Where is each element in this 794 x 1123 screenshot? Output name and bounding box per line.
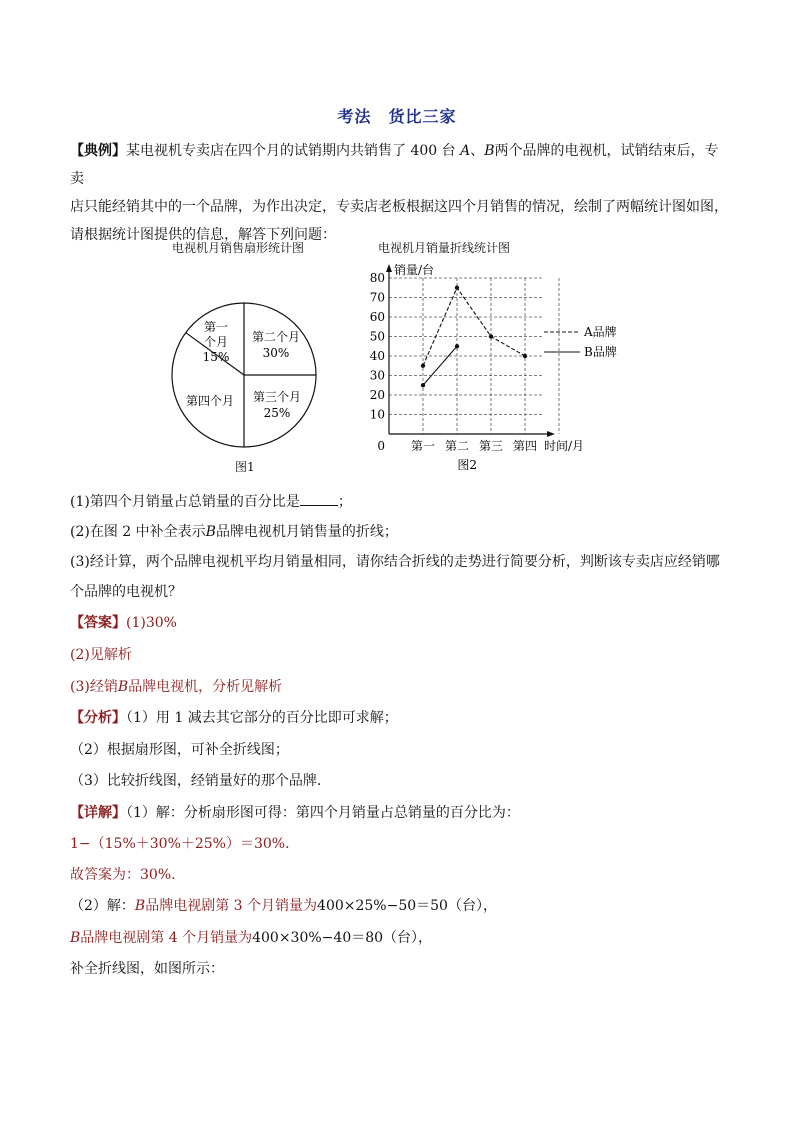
problem-line-2: 店只能经销其中的一个品牌，为作出决定，专卖店老板根据这四个月销售的情况，绘制了两幅统计图如图， (70, 199, 728, 215)
detail-line-6: 补全折线图，如图所示： (70, 961, 224, 977)
y-axis-arrow (386, 264, 392, 272)
pie-label-m2: 第二个月 (251, 330, 301, 344)
analysis-text-1: （1）用 1 减去其它部分的百分比即可求解； (126, 710, 398, 726)
question-3-line-1: (3)经计算，两个品牌电视机平均月销量相同，请你结合折线的走势进行简要分析，判断该专卖店应经销哪 (70, 554, 720, 570)
data-point (489, 334, 493, 338)
pie-label-m1-pct: 15% (202, 350, 230, 364)
pie-label-m2-pct: 30% (262, 346, 290, 360)
analysis-tag: 【分析】 (70, 710, 126, 726)
data-point (455, 286, 459, 290)
y-tick-label: 60 (369, 310, 385, 324)
y-tick-label: 40 (369, 349, 385, 363)
detail-line-4 (70, 895, 497, 915)
question-2 (70, 521, 398, 541)
x-tick-label: 第四 (512, 439, 538, 453)
y-axis-label: 销量/台 (394, 263, 435, 277)
pie-label-m1-a: 第一 (203, 320, 229, 334)
answer-1: (1)30% (126, 615, 177, 631)
problem-text-1-end: 两个品牌的电视机，试销结束后，专卖 (70, 143, 719, 187)
detail-4-end: （台）， (447, 898, 497, 914)
answer-line-1 (70, 612, 177, 632)
pie-chart (170, 300, 330, 460)
pie-label-m1-b: 个月 (203, 335, 229, 349)
detail-line-5 (70, 927, 432, 947)
figure-2-caption: 图2 (457, 458, 478, 470)
pie-chart-title: 电视机月销售扇形统计图 (172, 241, 305, 255)
legend-label: A品牌 (584, 325, 617, 339)
page-title: 考法 货比三家 (337, 107, 457, 126)
detail-4-start: （2）解： (70, 898, 135, 914)
detail-line-2: 1−（15%＋30%＋25%）＝30%． (70, 836, 300, 852)
detail-5-brand: B (70, 930, 81, 946)
line-chart (360, 258, 650, 470)
series-line-a (423, 288, 525, 366)
y-tick-label: 10 (369, 407, 385, 422)
x-tick-label: 第一 (410, 439, 436, 453)
legend-label: B品牌 (584, 345, 617, 359)
answer-3-start: (3)经销 (70, 679, 118, 695)
x-tick-label: 第二 (444, 439, 470, 453)
detail-4-brand: B (134, 898, 146, 914)
origin-label: 0 (377, 439, 385, 453)
analysis-line-2: （2）根据扇形图，可补全折线图； (70, 742, 289, 758)
problem-line-1 (70, 137, 732, 193)
x-tick-label: 第三 (478, 439, 504, 453)
y-tick-label: 50 (369, 329, 385, 344)
question-2-end: 品牌电视机月销售量的折线； (215, 524, 398, 540)
analysis-line-1 (70, 707, 398, 727)
separator: 、 (470, 143, 485, 159)
analysis-line-3: （3）比较折线图，经销量好的那个品牌． (70, 773, 331, 789)
question-2-brand: B (205, 524, 216, 540)
answer-3-brand: B (117, 679, 129, 695)
data-point (523, 354, 527, 358)
detail-4-formula: 400×25%−50＝50 (317, 898, 448, 914)
detail-4-mid: 品牌电视剧第 3 个月销量为 (145, 898, 318, 914)
example-tag: 【典例】 (70, 143, 126, 159)
pie-label-m3-pct: 25% (263, 406, 291, 420)
pie-label-m3: 第三个月 (252, 390, 302, 404)
brand-b-label: B (484, 143, 495, 159)
data-point (455, 344, 459, 348)
answer-3 (70, 676, 282, 696)
question-1-text: (1)第四个月销量占总销量的百分比是 (70, 494, 300, 510)
detail-5-mid: 品牌电视剧第 4 个月销量为 (80, 930, 253, 946)
question-1 (70, 491, 352, 511)
detail-tag: 【详解】 (70, 805, 126, 821)
answer-tag: 【答案】 (70, 615, 126, 631)
data-point (421, 383, 425, 387)
series-line-b (423, 346, 457, 385)
problem-line-3: 请根据统计图提供的信息，解答下列问题： (70, 227, 336, 243)
question-1-end: ； (337, 494, 352, 510)
detail-line-1 (70, 802, 520, 822)
detail-5-formula: 400×30%−40＝80 (252, 930, 384, 946)
data-point (421, 364, 425, 368)
question-2-text: (2)在图 2 中补全表示 (70, 524, 206, 540)
line-chart-title: 电视机月销量折线统计图 (378, 241, 511, 255)
answer-3-end: 品牌电视机，分析见解析 (128, 679, 283, 695)
x-axis-label: 时间/月 (544, 439, 585, 453)
question-3-line-2: 个品牌的电视机？ (70, 584, 182, 600)
problem-statement (70, 137, 732, 249)
figure-1-caption: 图1 (235, 460, 255, 474)
problem-text-1: 某电视机专卖店在四个月的试销期内共销售了 400 台 (126, 143, 456, 159)
detail-text-1: （1）解：分析扇形图可得：第四个月销量占总销量的百分比为： (126, 805, 520, 821)
answer-2: (2)见解析 (70, 647, 132, 663)
pie-label-m4: 第四个月 (185, 394, 235, 408)
y-tick-label: 30 (369, 368, 385, 383)
y-tick-label: 80 (369, 271, 385, 285)
y-tick-label: 20 (369, 388, 385, 402)
brand-a-label: A (460, 143, 471, 159)
detail-line-3: 故答案为：30%． (70, 867, 186, 883)
x-axis-arrow (547, 431, 555, 437)
answer-blank (300, 491, 338, 506)
y-tick-label: 70 (369, 290, 385, 305)
detail-5-end: （台）， (383, 930, 433, 946)
